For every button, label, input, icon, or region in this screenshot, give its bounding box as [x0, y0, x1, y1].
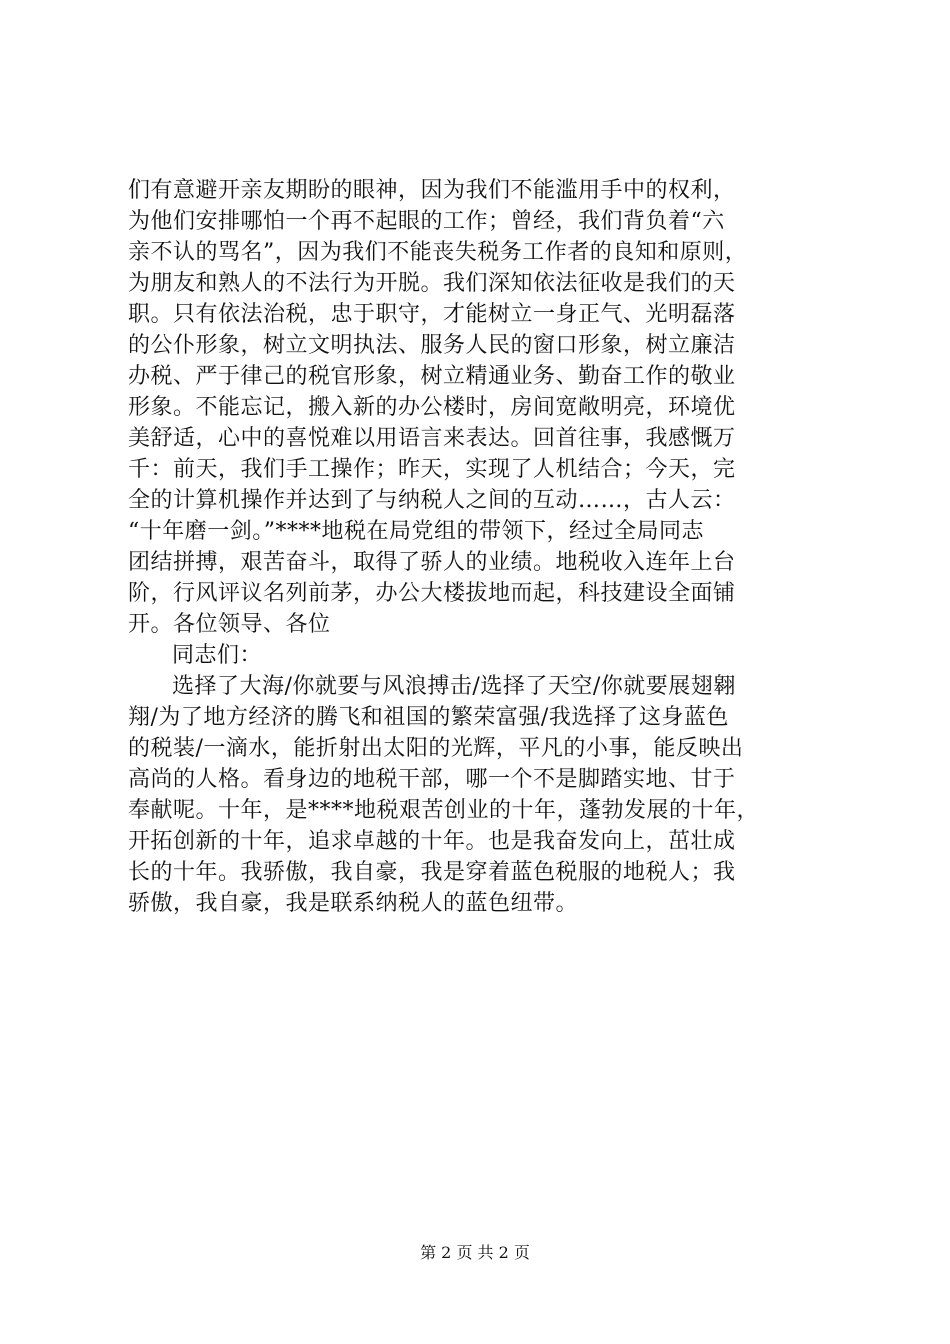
paragraph-line: 团结拼搏，艰苦奋斗，取得了骄人的业绩。地税收入连年上台	[128, 550, 736, 575]
paragraph-line: 高尚的人格。看身边的地税干部，哪一个不是脚踏实地、甘于	[128, 767, 736, 792]
paragraph-line: 为他们安排哪怕一个再不起眼的工作；曾经，我们背负着“六	[128, 209, 725, 234]
paragraph-line: 为朋友和熟人的不法行为开脱。我们深知依法征收是我们的天	[128, 271, 736, 296]
paragraph-line: 职。只有依法治税，忠于职守，才能树立一身正气、光明磊落	[128, 302, 736, 327]
paragraph-line: 亲不认的骂名”，因为我们不能丧失税务工作者的良知和原则，	[128, 240, 748, 265]
paragraph-line: 开。各位领导、各位	[128, 612, 331, 637]
paragraph-line: 们有意避开亲友期盼的眼神，因为我们不能滥用手中的权利，	[128, 178, 736, 203]
paragraph-line: 办税、严于律己的税官形象，树立精通业务、勤奋工作的敬业	[128, 364, 736, 389]
paragraph-line: 千：前天，我们手工操作；昨天，实现了人机结合；今天，完	[128, 457, 736, 482]
paragraph-line: 的税装/一滴水，能折射出太阳的光辉，平凡的小事，能反映出	[128, 736, 744, 761]
paragraph-line: 奉献呢。十年，是****地税艰苦创业的十年，蓬勃发展的十年，	[128, 798, 760, 823]
paragraph-line: 翔/为了地方经济的腾飞和祖国的繁荣富强/我选择了这身蓝色	[128, 705, 729, 730]
body-text	[128, 175, 848, 919]
paragraph-line: 骄傲，我自豪，我是联系纳税人的蓝色纽带。	[128, 891, 579, 916]
page-footer: 第 2 页 共 2 页	[420, 1243, 530, 1262]
paragraph-line: 阶，行风评议名列前茅，办公大楼拔地而起，科技建设全面铺	[128, 581, 736, 606]
paragraph-line: 的公仆形象，树立文明执法、服务人民的窗口形象，树立廉洁	[128, 333, 736, 358]
paragraph-line: “十年磨一剑。”****地税在局党组的带领下，经过全局同志	[128, 519, 704, 544]
paragraph-line: 长的十年。我骄傲，我自豪，我是穿着蓝色税服的地税人；我	[128, 860, 736, 885]
paragraph-line: 形象。不能忘记，搬入新的办公楼时，房间宽敞明亮，环境优	[128, 395, 736, 420]
salutation: 同志们：	[172, 643, 263, 668]
paragraph-line: 开拓创新的十年，追求卓越的十年。也是我奋发向上，茁壮成	[128, 829, 736, 854]
paragraph-line: 美舒适，心中的喜悦难以用语言来表达。回首往事，我感慨万	[128, 426, 736, 451]
paragraph-line: 全的计算机操作并达到了与纳税人之间的互动……，古人云：	[128, 488, 736, 513]
paragraph-line: 选择了大海/你就要与风浪搏击/选择了天空/你就要展翅翱	[172, 674, 736, 699]
